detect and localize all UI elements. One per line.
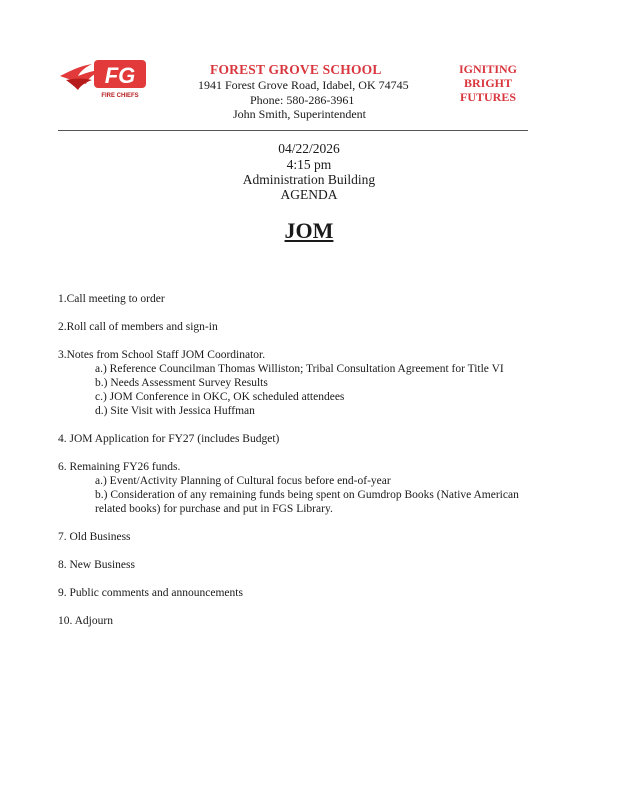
school-name: FOREST GROVE SCHOOL [210, 62, 382, 77]
agenda-item-text: 3.Notes from School Staff JOM Coordinator. [58, 349, 266, 361]
school-slogan [448, 62, 528, 104]
agenda-item-text: 6. Remaining FY26 funds. [58, 461, 181, 473]
meeting-time: 4:15 pm [286, 157, 332, 172]
agenda-item-text: 7. Old Business [58, 531, 131, 543]
agenda-subitem: b.) Needs Assessment Survey Results [95, 377, 268, 389]
agenda-list [58, 292, 558, 642]
agenda-subitem: c.) JOM Conference in OKC, OK scheduled attendees [95, 391, 345, 403]
superintendent: John Smith, Superintendent [233, 107, 366, 121]
agenda-label: AGENDA [280, 187, 338, 202]
agenda-item [58, 320, 558, 334]
agenda-subitem: b.) Consideration of any remaining funds being spent on Gumdrop Books (Native American [95, 489, 519, 501]
logo-subtext: FIRE CHIEFS [101, 93, 139, 99]
slogan-line: FUTURES [459, 90, 516, 104]
meeting-location: Administration Building [242, 172, 376, 187]
fire-chiefs-logo [58, 56, 150, 100]
school-address: 1941 Forest Grove Road, Idabel, OK 74745 [198, 78, 409, 92]
agenda-item [58, 530, 558, 544]
header-divider [58, 130, 528, 131]
agenda-subitem: a.) Event/Activity Planning of Cultural focus before end-of-year [95, 475, 391, 487]
agenda-item-text: 9. Public comments and announcements [58, 587, 243, 599]
agenda-subitem: related books) for purchase and put in FGS Library. [95, 503, 333, 515]
agenda-item [58, 460, 558, 516]
slogan-line: BRIGHT [463, 76, 512, 90]
agenda-item [58, 432, 558, 446]
agenda-item-text: 2.Roll call of members and sign-in [58, 321, 218, 333]
agenda-subitem: a.) Reference Councilman Thomas Williston; Tribal Consultation Agreement for Title VI [95, 363, 504, 375]
agenda-item-text: 10. Adjourn [58, 615, 113, 627]
agenda-item-text: 1.Call meeting to order [58, 293, 165, 305]
slogan-line: IGNITING [458, 62, 517, 76]
agenda-item-text: 8. New Business [58, 559, 135, 571]
logo-lettering: FG [104, 63, 136, 88]
agenda-item [58, 292, 558, 306]
agenda-subitem: d.) Site Visit with Jessica Huffman [95, 405, 255, 417]
agenda-item [58, 614, 558, 628]
meeting-date: 04/22/2026 [278, 141, 340, 156]
agenda-item [58, 586, 558, 600]
school-phone: Phone: 580-286-3961 [250, 93, 355, 107]
agenda-item [58, 558, 558, 572]
document-title: JOM [284, 218, 334, 243]
agenda-item [58, 348, 558, 418]
agenda-item-text: 4. JOM Application for FY27 (includes Budget) [58, 433, 280, 445]
